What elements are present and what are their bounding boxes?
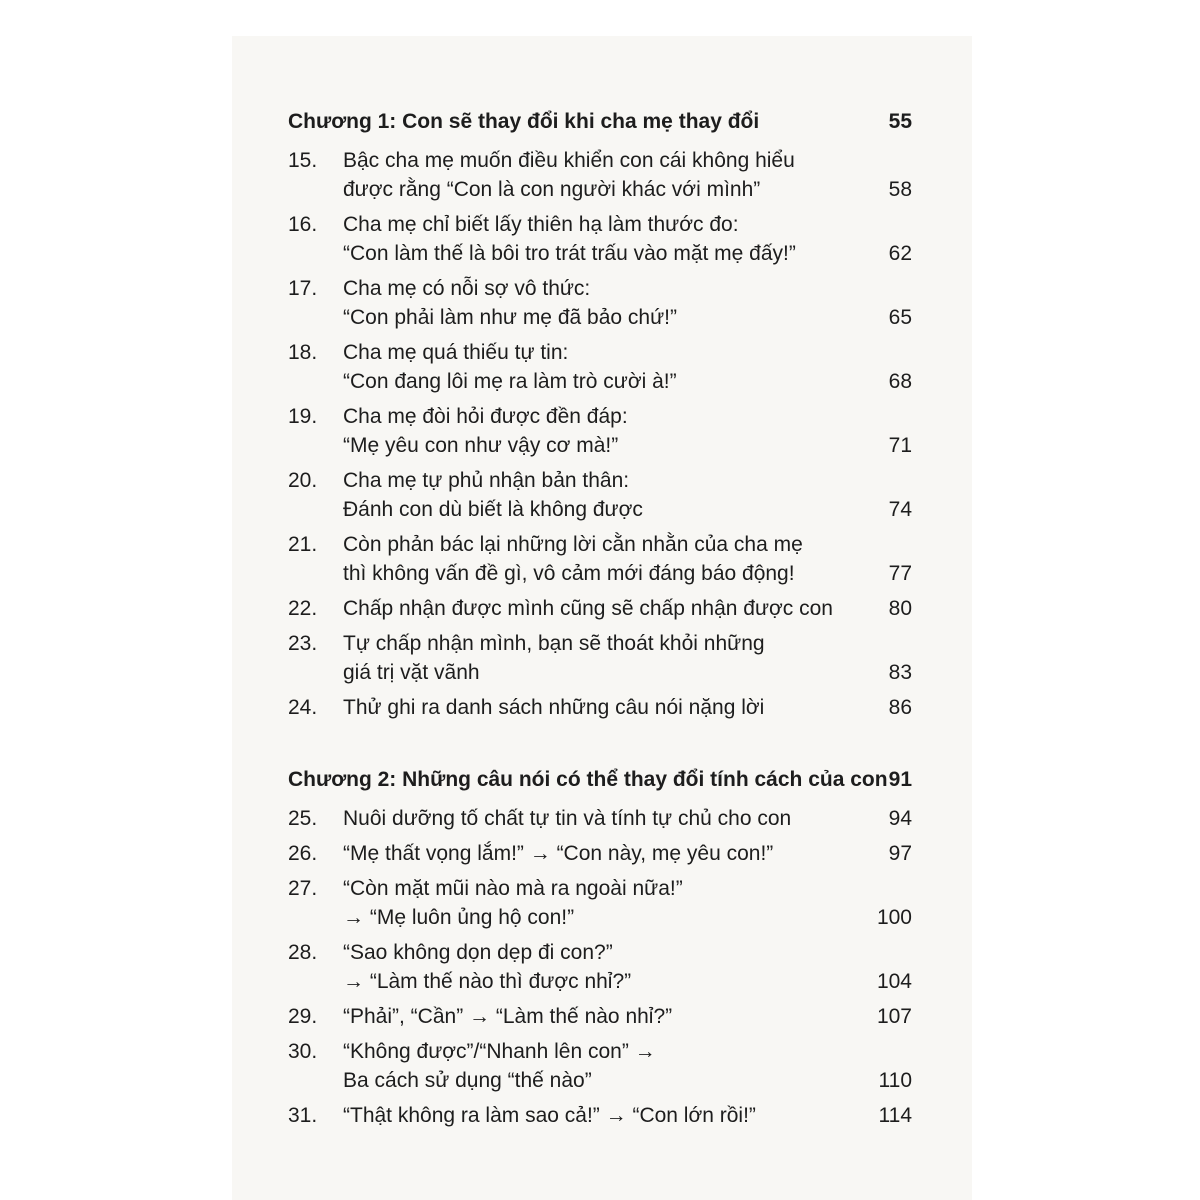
entry-title <box>343 466 866 524</box>
entry-title-line: “Con làm thế là bôi tro trát trấu vào mặt mẹ đấy!” <box>343 242 796 265</box>
toc-entry <box>288 804 912 833</box>
entry-title-line: Chấp nhận được mình cũng sẽ chấp nhận được con <box>343 597 833 620</box>
chapter-title: Chương 1: Con sẽ thay đổi khi cha mẹ thay đổi <box>288 110 760 133</box>
entry-number: 26. <box>288 842 318 865</box>
toc-entry <box>288 1101 912 1130</box>
entry-title <box>343 629 866 687</box>
entry-title-line: “Con phải làm như mẹ đã bảo chứ!” <box>343 306 677 329</box>
toc-entry <box>288 874 912 932</box>
entry-number: 22. <box>288 597 318 620</box>
entry-title <box>343 804 866 833</box>
toc-entry <box>288 839 912 868</box>
entry-title-line: “Không được”/“Nhanh lên con” → <box>343 1040 656 1063</box>
toc-entry <box>288 146 912 204</box>
entry-title <box>343 530 866 588</box>
entry-title-line: được rằng “Con là con người khác với mình” <box>343 178 761 201</box>
entry-title-line: → “Mẹ luôn ủng hộ con!” <box>343 906 575 929</box>
entry-page-number: 107 <box>876 1005 912 1028</box>
entry-title <box>343 402 866 460</box>
entry-number: 19. <box>288 405 318 428</box>
entry-title-line: Thử ghi ra danh sách những câu nói nặng lời <box>343 696 765 719</box>
entry-title-line: “Con đang lôi mẹ ra làm trò cười à!” <box>343 370 677 393</box>
toc-entry <box>288 1002 912 1031</box>
entry-number: 21. <box>288 533 318 556</box>
toc-entry <box>288 338 912 396</box>
entry-title <box>343 338 866 396</box>
chapter-spacer <box>288 722 912 762</box>
entry-title-line: “Thật không ra làm sao cả!” → “Con lớn rồi!” <box>343 1104 756 1127</box>
entry-number: 23. <box>288 632 318 655</box>
entry-title-line: Còn phản bác lại những lời cằn nhằn của cha mẹ <box>343 533 803 556</box>
table-of-contents <box>288 104 912 1130</box>
entry-page-number: 110 <box>878 1069 912 1092</box>
entry-page-number: 80 <box>888 597 912 620</box>
entry-title <box>343 1002 866 1031</box>
entry-title-line: → “Làm thế nào thì được nhỉ?” <box>343 970 632 993</box>
toc-entry <box>288 402 912 460</box>
toc-entry <box>288 1037 912 1095</box>
entry-page-number: 62 <box>888 242 912 265</box>
entry-number: 20. <box>288 469 318 492</box>
entry-title <box>343 874 866 932</box>
entry-title <box>343 1101 866 1130</box>
chapter-title: Chương 2: Những câu nói có thể thay đổi tính cách của con <box>288 768 888 791</box>
entry-number: 29. <box>288 1005 318 1028</box>
entry-number: 18. <box>288 341 318 364</box>
entry-title-line: Cha mẹ chỉ biết lấy thiên hạ làm thước đo: <box>343 213 739 236</box>
entry-title-line: Ba cách sử dụng “thế nào” <box>343 1069 592 1092</box>
entry-page-number: 65 <box>888 306 912 329</box>
entry-title <box>343 210 866 268</box>
entry-title-line: Bậc cha mẹ muốn điều khiển con cái không hiểu <box>343 149 795 172</box>
entry-title-line: Cha mẹ có nỗi sợ vô thức: <box>343 277 591 300</box>
entry-number: 17. <box>288 277 318 300</box>
entry-title-line: “Phải”, “Cần” → “Làm thế nào nhỉ?” <box>343 1005 673 1028</box>
entry-page-number: 74 <box>888 498 912 521</box>
toc-entry <box>288 530 912 588</box>
entry-page-number: 71 <box>888 434 912 457</box>
chapter-heading <box>288 104 912 140</box>
entry-number: 25. <box>288 807 318 830</box>
entry-number: 28. <box>288 941 318 964</box>
entry-page-number: 94 <box>888 807 912 830</box>
toc-entry <box>288 210 912 268</box>
entry-page-number: 114 <box>878 1104 912 1127</box>
toc-entry <box>288 629 912 687</box>
entry-number: 31. <box>288 1104 318 1127</box>
entry-title-line: “Sao không dọn dẹp đi con?” <box>343 941 613 964</box>
entry-title-line: thì không vấn đề gì, vô cảm mới đáng báo động! <box>343 562 795 585</box>
toc-entry <box>288 594 912 623</box>
entry-number: 30. <box>288 1040 318 1063</box>
entry-title-line: giá trị vặt vãnh <box>343 661 480 684</box>
entry-page-number: 68 <box>888 370 912 393</box>
entry-title <box>343 839 866 868</box>
entry-title-line: Đánh con dù biết là không được <box>343 498 643 521</box>
entry-title-line: Tự chấp nhận mình, bạn sẽ thoát khỏi những <box>343 632 765 655</box>
entry-title <box>343 693 866 722</box>
entry-page-number: 104 <box>876 970 912 993</box>
toc-entry <box>288 466 912 524</box>
entry-title <box>343 1037 866 1095</box>
entry-title-line: Nuôi dưỡng tố chất tự tin và tính tự chủ cho con <box>343 807 792 830</box>
entry-number: 16. <box>288 213 318 236</box>
entry-title <box>343 146 866 204</box>
entry-number: 27. <box>288 877 318 900</box>
entry-page-number: 83 <box>888 661 912 684</box>
entry-page-number: 86 <box>888 696 912 719</box>
chapter-page-number: 55 <box>888 110 912 133</box>
toc-entry <box>288 938 912 996</box>
entry-title-line: Cha mẹ đòi hỏi được đền đáp: <box>343 405 628 428</box>
chapter-page-number: 91 <box>888 768 912 791</box>
entry-number: 15. <box>288 149 318 172</box>
entry-page-number: 58 <box>888 178 912 201</box>
entry-title <box>343 594 866 623</box>
entry-title <box>343 938 866 996</box>
chapter-heading <box>288 762 912 798</box>
entry-title-line: “Còn mặt mũi nào mà ra ngoài nữa!” <box>343 877 683 900</box>
toc-entry <box>288 693 912 722</box>
entry-page-number: 77 <box>888 562 912 585</box>
entry-page-number: 100 <box>876 906 912 929</box>
entry-title-line: Cha mẹ quá thiếu tự tin: <box>343 341 569 364</box>
entry-title-line: “Mẹ yêu con như vậy cơ mà!” <box>343 434 619 457</box>
entry-title-line: “Mẹ thất vọng lắm!” → “Con này, mẹ yêu con!” <box>343 842 774 865</box>
toc-entry <box>288 274 912 332</box>
entry-page-number: 97 <box>888 842 912 865</box>
entry-number: 24. <box>288 696 318 719</box>
entry-title-line: Cha mẹ tự phủ nhận bản thân: <box>343 469 630 492</box>
entry-title <box>343 274 866 332</box>
